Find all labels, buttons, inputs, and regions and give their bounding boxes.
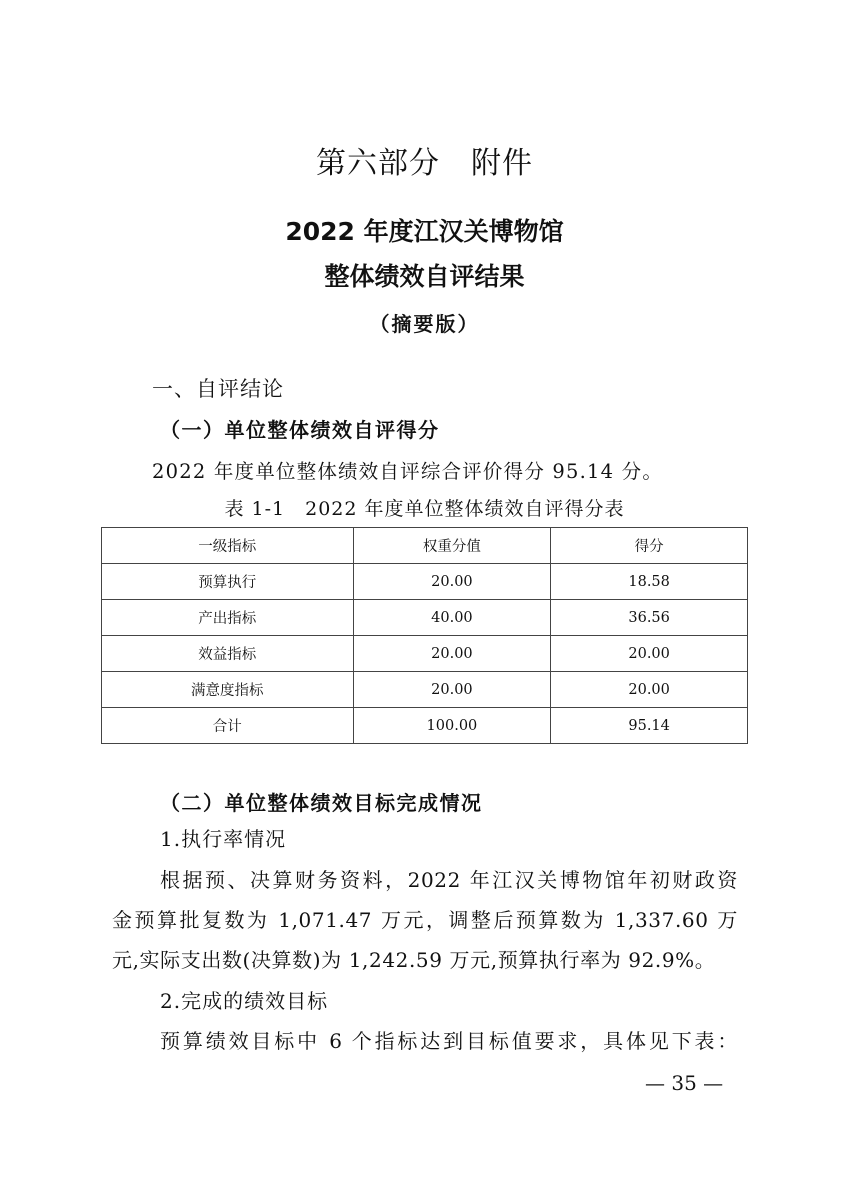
table-header-row (102, 528, 748, 564)
section-heading-conclusion: 一、自评结论 (152, 377, 284, 401)
subsection-heading-goals: （二）单位整体绩效目标完成情况 (160, 791, 483, 815)
execution-paragraph-line: 金预算批复数为 1,071.47 万元，调整后预算数为 1,337.60 万 (112, 908, 738, 932)
score-table (101, 527, 748, 744)
table-cell: 18.58 (551, 564, 748, 600)
table-cell: 36.56 (551, 600, 748, 636)
table-row (102, 600, 748, 636)
score-summary: 2022 年度单位整体绩效自评综合评价得分 95.14 分。 (152, 460, 664, 483)
table-header-cell: 得分 (551, 528, 748, 564)
execution-paragraph-line: 根据预、决算财务资料，2022 年江汉关博物馆年初财政资 (160, 868, 738, 892)
item-heading-execution-rate: 1.执行率情况 (160, 827, 287, 851)
table-cell: 预算执行 (102, 564, 354, 600)
table-cell: 合计 (102, 708, 354, 744)
table-header-cell: 一级指标 (102, 528, 354, 564)
table-row (102, 672, 748, 708)
table-cell: 满意度指标 (102, 672, 354, 708)
table-row (102, 636, 748, 672)
document-title-line-2: 整体绩效自评结果 (324, 262, 525, 291)
table-cell: 20.00 (353, 636, 551, 672)
page-number: — 35 — (645, 1071, 724, 1095)
table-caption: 表 1-1 2022 年度单位整体绩效自评得分表 (224, 498, 625, 520)
table-cell: 产出指标 (102, 600, 354, 636)
table-cell: 40.00 (353, 600, 551, 636)
part-title: 第六部分 附件 (316, 146, 533, 181)
table-cell: 20.00 (551, 636, 748, 672)
table-cell: 效益指标 (102, 636, 354, 672)
execution-paragraph-line: 元,实际支出数(决算数)为 1,242.59 万元,预算执行率为 92.9%。 (112, 948, 716, 972)
table-cell: 95.14 (551, 708, 748, 744)
table-cell: 100.00 (353, 708, 551, 744)
table-header-cell: 权重分值 (353, 528, 551, 564)
table-row (102, 564, 748, 600)
goals-paragraph: 预算绩效目标中 6 个指标达到目标值要求，具体见下表： (160, 1029, 738, 1053)
table-cell: 20.00 (551, 672, 748, 708)
table-cell: 20.00 (353, 672, 551, 708)
item-heading-completed-goals: 2.完成的绩效目标 (160, 989, 329, 1013)
document-title-line-1: 2022 年度江汉关博物馆 (285, 217, 564, 246)
subsection-heading-score: （一）单位整体绩效自评得分 (160, 418, 440, 442)
table-cell: 20.00 (353, 564, 551, 600)
table-row-total (102, 708, 748, 744)
abstract-label: （摘要版） (369, 312, 480, 336)
